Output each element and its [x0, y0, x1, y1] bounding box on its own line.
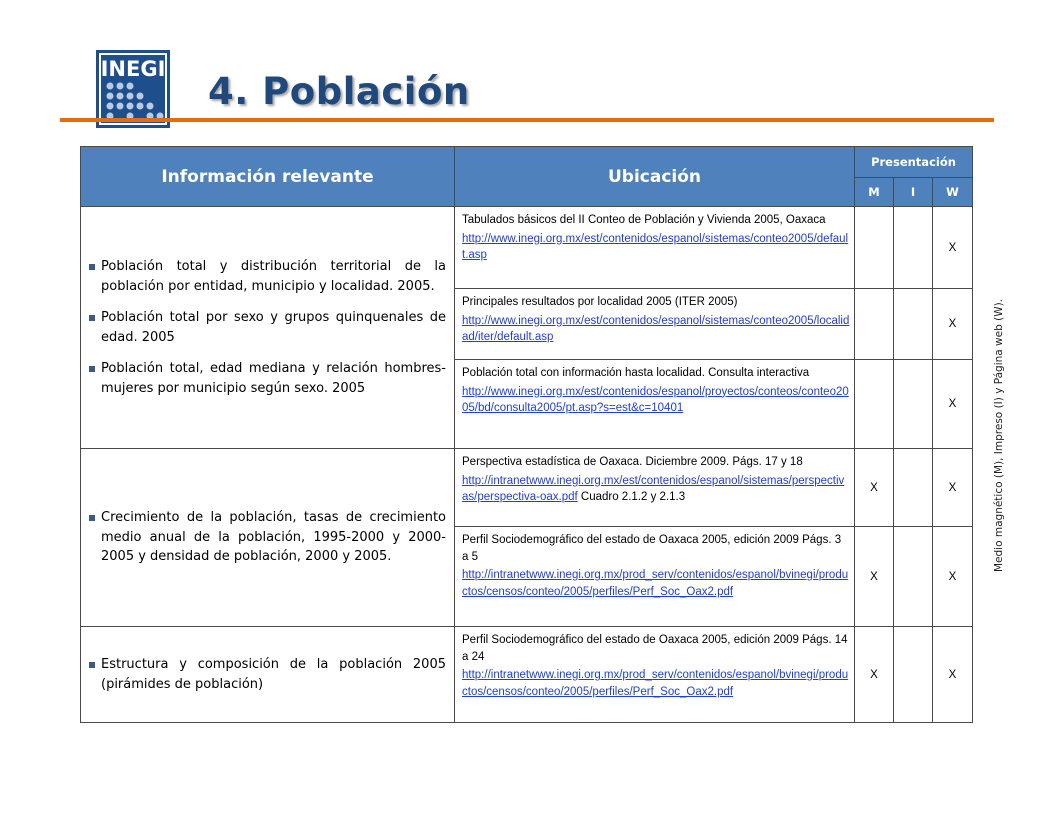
- table-row: [81, 207, 973, 289]
- page-title: 4. Población: [208, 70, 470, 113]
- source-link[interactable]: http://www.inegi.org.mx/est/contenidos/espanol/sistemas/conteo2005/default.asp: [462, 232, 849, 261]
- location-cell: [455, 289, 855, 360]
- source-link[interactable]: http://intranetwww.inegi.org.mx/prod_serv/contenidos/espanol/bvinegi/productos/censos/conteo/2005/perfiles/Perf_Soc_Oax2.pdf: [462, 669, 849, 698]
- header-i: I: [894, 178, 933, 207]
- source-link[interactable]: http://www.inegi.org.mx/est/contenidos/espanol/proyectos/conteos/conteo2005/bd/consulta2005/pt.asp?s=est&c=10401: [462, 385, 849, 414]
- mark-w: X: [933, 527, 973, 627]
- header-location: Ubicación: [455, 147, 855, 207]
- mark-w: X: [933, 627, 973, 723]
- info-cell: [81, 207, 455, 449]
- svg-text:INEGI: INEGI: [100, 57, 166, 81]
- mark-w: X: [933, 360, 973, 449]
- info-item: Población total por sexo y grupos quinquenales de edad. 2005: [101, 308, 446, 347]
- header-rule: [60, 118, 994, 122]
- source-link[interactable]: http://intranetwww.inegi.org.mx/est/contenidos/espanol/sistemas/perspectivas/perspectiva-oax.pdf: [462, 474, 845, 503]
- header-m: M: [855, 178, 894, 207]
- info-cell: [81, 449, 455, 627]
- source-link[interactable]: http://intranetwww.inegi.org.mx/prod_serv/contenidos/espanol/bvinegi/productos/censos/conteo/2005/perfiles/Perf_Soc_Oax2.pdf: [462, 569, 849, 598]
- mark-m: [855, 207, 894, 289]
- mark-m: [855, 289, 894, 360]
- source-title: Perfil Sociodemográfico del estado de Oaxaca 2005, edición 2009 Págs. 3 a 5: [462, 534, 842, 563]
- table-row: [81, 449, 973, 527]
- source-title: Perfil Sociodemográfico del estado de Oaxaca 2005, edición 2009 Págs. 14 a 24: [462, 634, 848, 663]
- mark-i: [894, 360, 933, 449]
- location-cell: [455, 360, 855, 449]
- source-suffix: Cuadro 2.1.2 y 2.1.3: [577, 491, 686, 503]
- information-table: [80, 146, 973, 723]
- mark-m: X: [855, 527, 894, 627]
- source-title: Perspectiva estadística de Oaxaca. Diciembre 2009. Págs. 17 y 18: [462, 456, 803, 468]
- location-cell: [455, 207, 855, 289]
- mark-m: X: [855, 449, 894, 527]
- info-cell: [81, 627, 455, 723]
- info-item: Crecimiento de la población, tasas de crecimiento medio anual de la población, 1995-2000 y 2000-2005 y densidad de población, 2000 y 2005.: [101, 508, 446, 567]
- mark-i: [894, 527, 933, 627]
- source-title: Población total con información hasta localidad. Consulta interactiva: [462, 367, 810, 379]
- mark-i: [894, 207, 933, 289]
- info-item: Estructura y composición de la población 2005 (pirámides de población): [101, 655, 446, 694]
- info-item: Población total y distribución territorial de la población por entidad, municipio y localidad. 2005.: [101, 257, 446, 296]
- location-cell: [455, 449, 855, 527]
- mark-i: [894, 449, 933, 527]
- header-w: W: [933, 178, 973, 207]
- mark-i: [894, 289, 933, 360]
- mark-w: X: [933, 449, 973, 527]
- source-link[interactable]: http://www.inegi.org.mx/est/contenidos/espanol/sistemas/conteo2005/localidad/iter/default.asp: [462, 314, 850, 343]
- inegi-logo: [96, 50, 170, 128]
- header-info: Información relevante: [81, 147, 455, 207]
- presentation-legend: Medio magnético (M), Impreso (I) y Página web (W).: [993, 298, 1005, 572]
- table-row: [81, 627, 973, 723]
- info-item: Población total, edad mediana y relación hombres-mujeres por municipio según sexo. 2005: [101, 359, 446, 398]
- mark-w: X: [933, 289, 973, 360]
- mark-m: X: [855, 627, 894, 723]
- header-presentation: Presentación: [855, 147, 973, 178]
- mark-m: [855, 360, 894, 449]
- source-title: Tabulados básicos del II Conteo de Población y Vivienda 2005, Oaxaca: [462, 214, 826, 226]
- location-cell: [455, 527, 855, 627]
- location-cell: [455, 627, 855, 723]
- mark-w: X: [933, 207, 973, 289]
- mark-i: [894, 627, 933, 723]
- source-title: Principales resultados por localidad 2005 (ITER 2005): [462, 296, 738, 308]
